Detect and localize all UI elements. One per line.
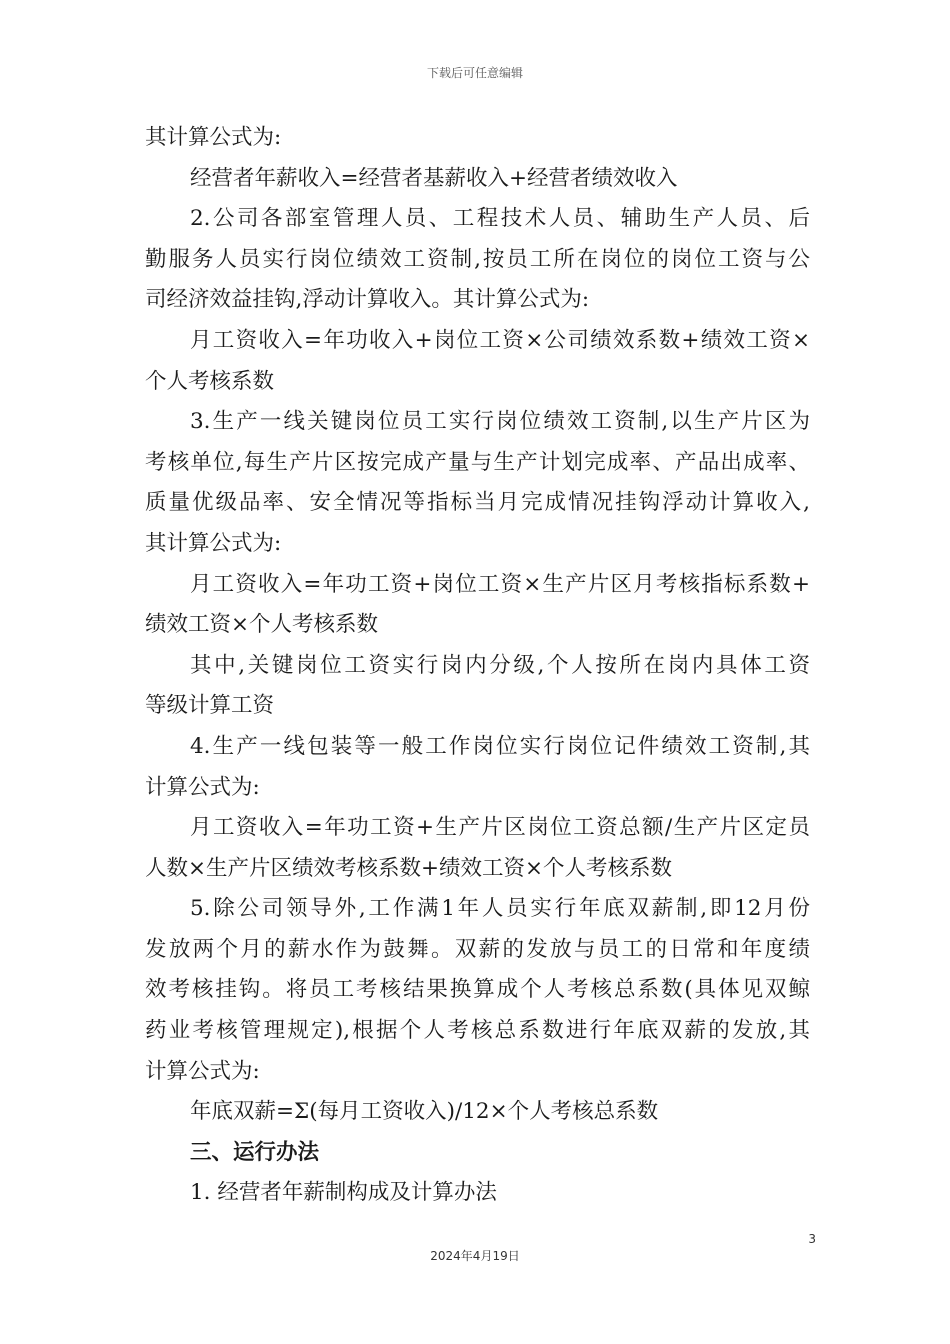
text-line: 其计算公式为: xyxy=(145,125,282,150)
text-line: 考核单位,每生产片区按完成产量与生产计划完成率、产品出成率、 xyxy=(145,449,810,475)
text-line: 质量优级品率、安全情况等指标当月完成情况挂钩浮动计算收入, xyxy=(145,490,810,516)
text-line: 计算公式为: xyxy=(145,1058,260,1084)
text-line: 计算公式为: xyxy=(145,774,260,800)
document-body xyxy=(145,118,810,1214)
text-line: 月工资收入=年功工资+岗位工资×生产片区月考核指标系数+ xyxy=(190,571,810,597)
text-line: 1. 经营者年薪制构成及计算办法 xyxy=(190,1180,497,1206)
section-heading: 三、运行办法 xyxy=(190,1139,320,1165)
text-line: 勤服务人员实行岗位绩效工资制,按员工所在岗位的岗位工资与公 xyxy=(145,246,810,272)
text-line: 个人考核系数 xyxy=(145,368,275,394)
text-line: 3.生产一线关键岗位员工实行岗位绩效工资制,以生产片区为 xyxy=(190,409,810,435)
text-line: 2.公司各部室管理人员、工程技术人员、辅助生产人员、后 xyxy=(190,206,810,232)
text-line: 人数×生产片区绩效考核系数+绩效工资×个人考核系数 xyxy=(145,855,673,881)
page-footer-date: 2024年4月19日 xyxy=(430,1249,520,1263)
text-line: 发放两个月的薪水作为鼓舞。双薪的发放与员工的日常和年度绩 xyxy=(145,936,810,962)
page-header: 下载后可任意编辑 xyxy=(426,66,523,80)
text-line: 效考核挂钩。将员工考核结果换算成个人考核总系数(具体见双鲸 xyxy=(145,977,810,1003)
text-line: 经营者年薪收入=经营者基薪收入+经营者绩效收入 xyxy=(190,165,678,191)
text-line: 等级计算工资 xyxy=(145,693,275,719)
text-line: 4.生产一线包装等一般工作岗位实行岗位记件绩效工资制,其 xyxy=(190,733,810,759)
text-line: 司经济效益挂钩,浮动计算收入。其计算公式为: xyxy=(145,287,590,313)
text-line: 药业考核管理规定),根据个人考核总系数进行年底双薪的发放,其 xyxy=(145,1018,810,1044)
text-line: 月工资收入=年功工资+生产片区岗位工资总额/生产片区定员 xyxy=(190,815,810,841)
text-line: 年底双薪=Σ(每月工资收入)/12×个人考核总系数 xyxy=(190,1099,659,1125)
text-line: 5.除公司领导外,工作满1年人员实行年底双薪制,即12月份 xyxy=(190,896,810,922)
text-line: 其计算公式为: xyxy=(145,530,282,556)
text-line: 其中,关键岗位工资实行岗内分级,个人按所在岗内具体工资 xyxy=(190,652,810,678)
text-line: 月工资收入=年功收入+岗位工资×公司绩效系数+绩效工资× xyxy=(190,327,810,353)
text-line: 绩效工资×个人考核系数 xyxy=(145,612,379,638)
page-number: 3 xyxy=(808,1232,816,1246)
